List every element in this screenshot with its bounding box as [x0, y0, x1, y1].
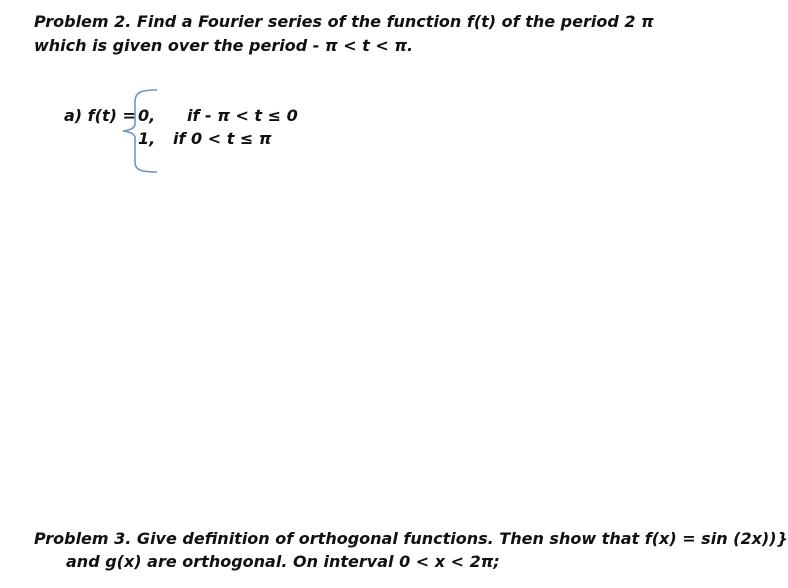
piece-1-value: 0,: [138, 106, 156, 125]
problem-2-line-1: Problem 2. Find a Fourier series of the function f(t) of the period 2 π: [34, 12, 654, 31]
problem-3-line-1: Problem 3. Give definition of orthogonal functions. Then show that f(x) = sin (2x))}: [34, 529, 788, 548]
problem-3-line-2: and g(x) are orthogonal. On interval 0 < x < 2π;: [66, 552, 500, 571]
part-a-label: a) f(t) =: [64, 106, 136, 125]
problem-2-line-2: which is given over the period - π < t < π.: [34, 36, 414, 55]
piece-1-condition: if - π < t ≤ 0: [187, 106, 298, 125]
piece-2-value: 1,: [138, 129, 156, 148]
piece-2-condition: if 0 < t ≤ π: [173, 129, 272, 148]
